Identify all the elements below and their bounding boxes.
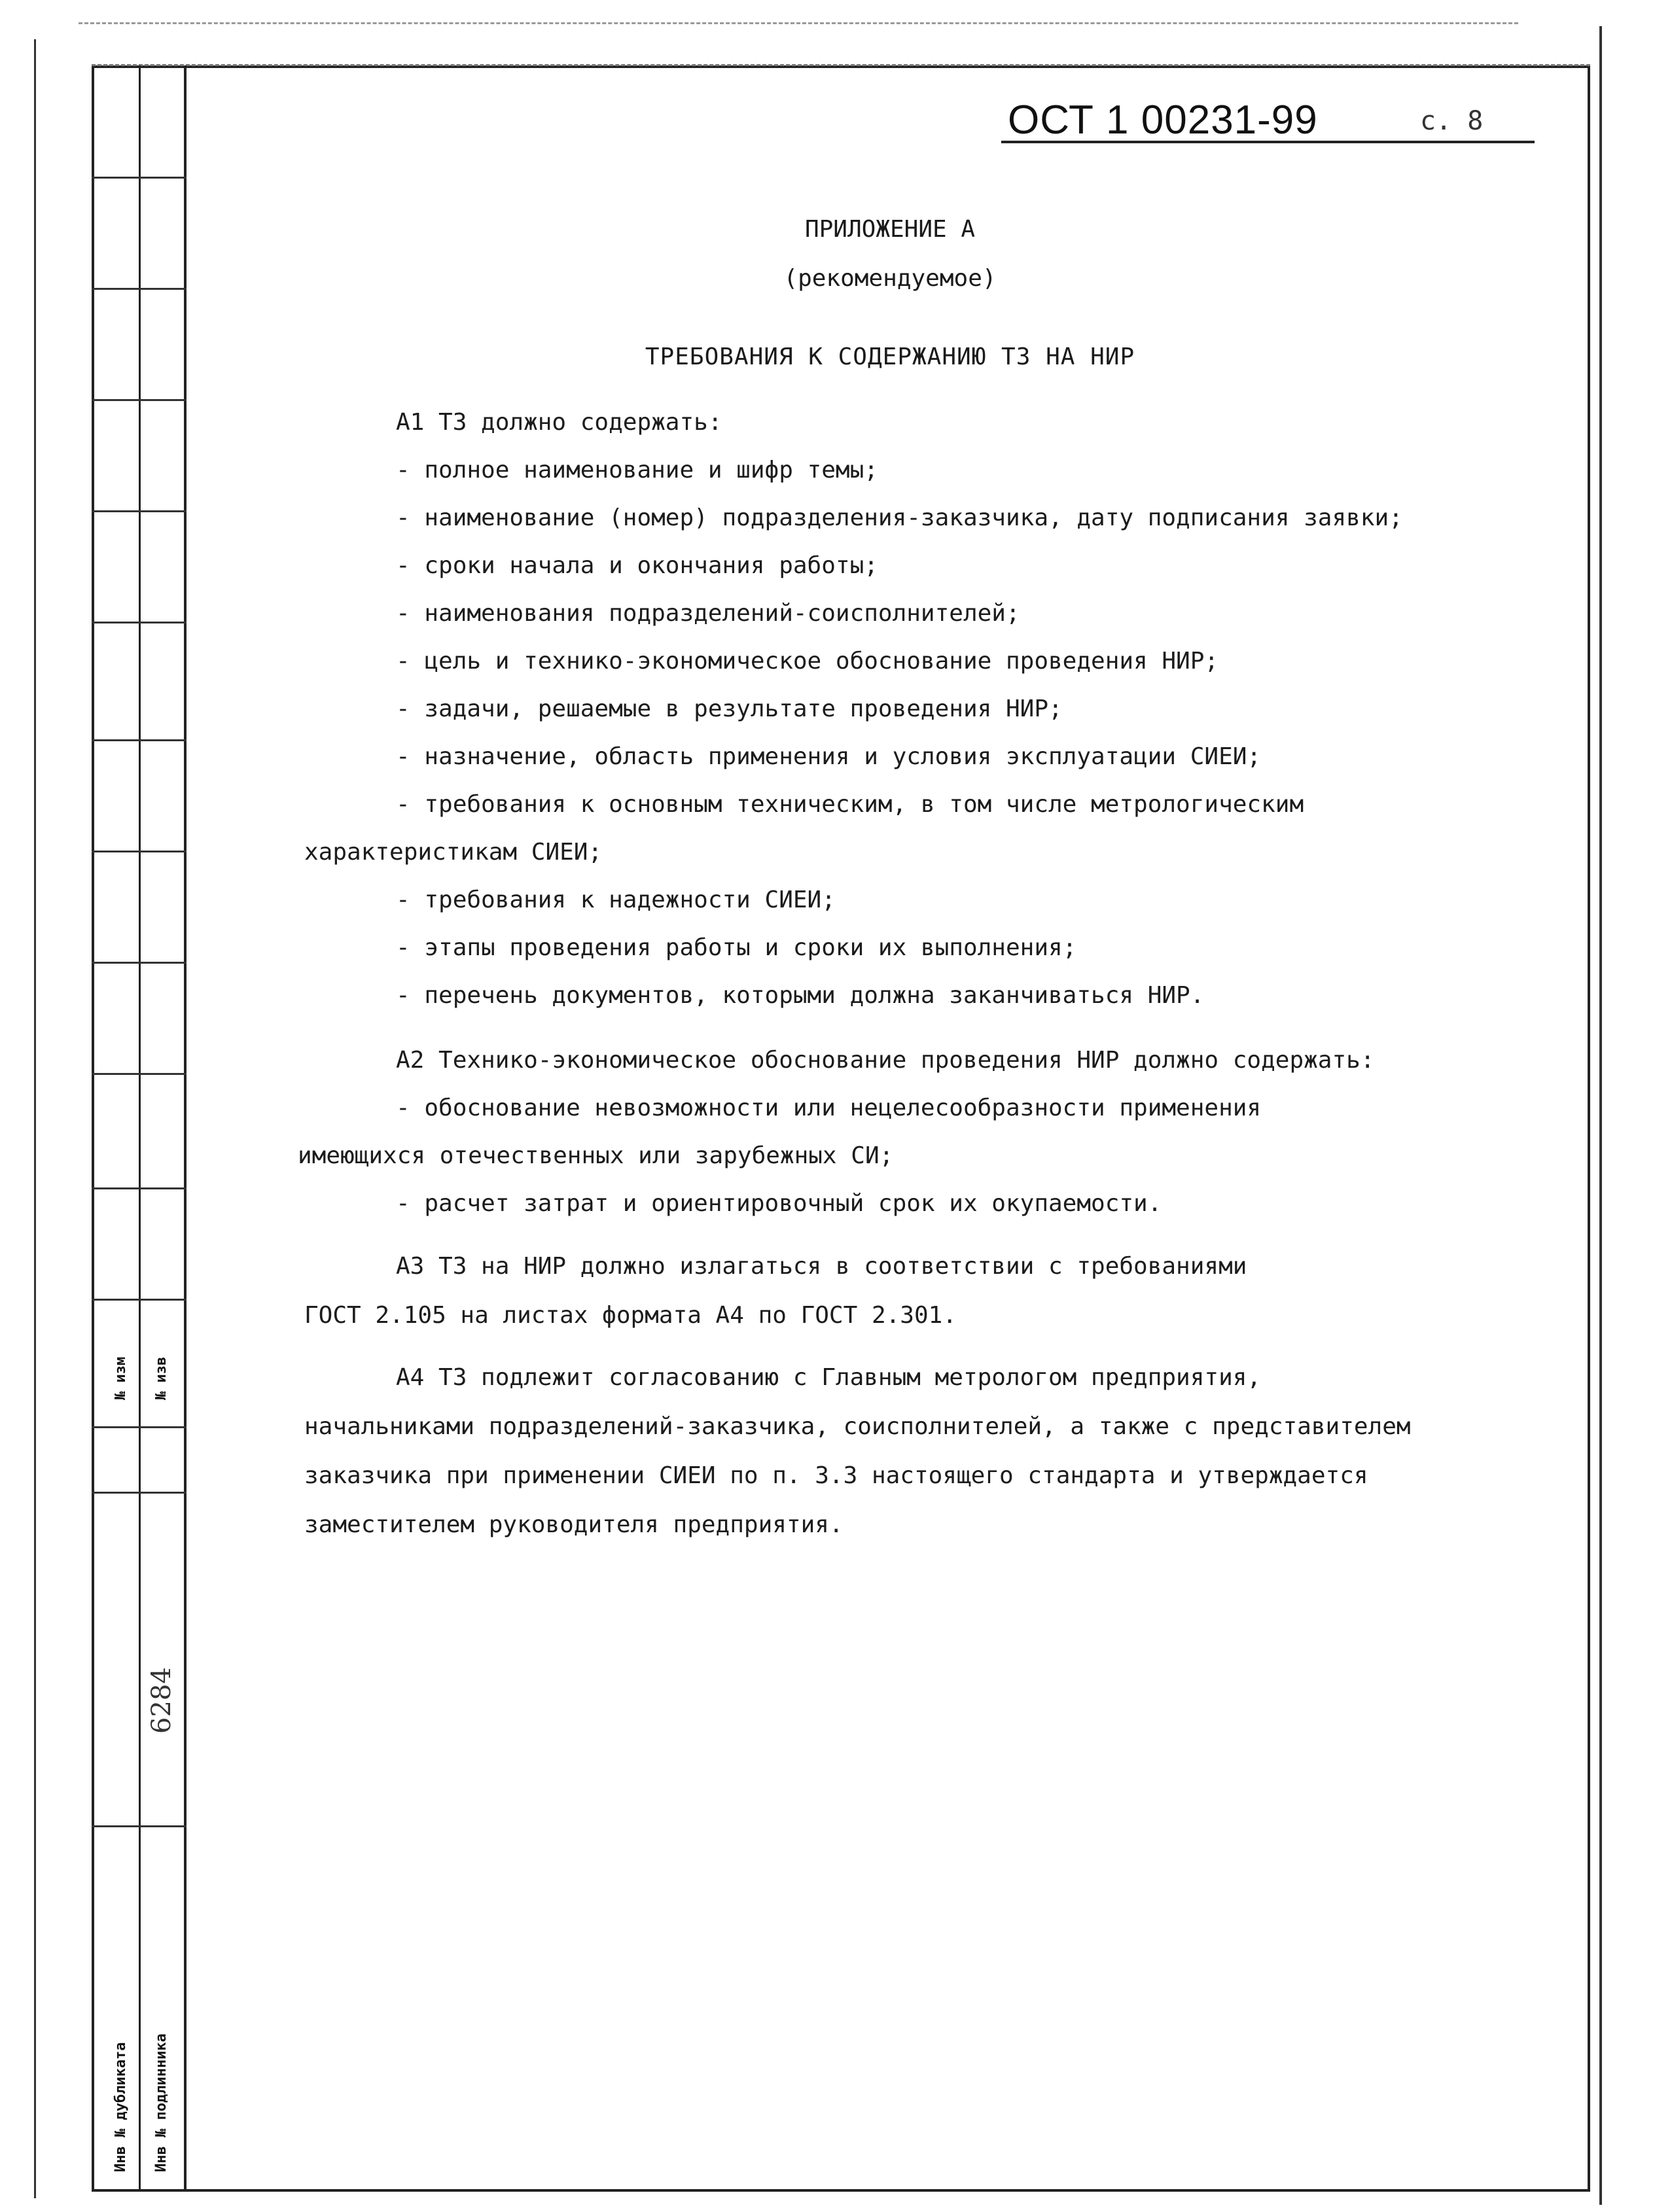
inventory-number: 6284 [147, 1667, 177, 1734]
text-line: заказчика при применении СИЕИ по п. 3.3 настоящего стандарта и утверждается [304, 1462, 1368, 1489]
frame-top-dash [92, 64, 1590, 66]
scan-left-border [34, 39, 36, 2198]
text-line: - сроки начала и окончания работы; [396, 552, 878, 579]
text-line: - полное наименование и шифр темы; [396, 457, 878, 483]
appendix-status: (рекомендуемое) [783, 265, 997, 292]
stamp-tick [92, 177, 187, 179]
document-code: ОСТ 1 00231-99 [1008, 97, 1318, 143]
text-line: - задачи, решаемые в результате проведения НИР; [396, 695, 1063, 722]
stamp-tick [92, 510, 187, 512]
stamp-tick [92, 1299, 187, 1301]
text-line: - цель и технико-экономическое обоснование проведения НИР; [396, 648, 1219, 675]
text-line: - этапы проведения работы и сроки их выполнения; [396, 934, 1077, 961]
text-line: - назначение, область применения и условия эксплуатации СИЕИ; [396, 743, 1262, 770]
stamp-tick [92, 288, 187, 290]
page-frame [92, 65, 1590, 2192]
duplicate-inventory-label: Инв № дубликата [113, 2042, 129, 2172]
header-underline [1001, 141, 1535, 143]
stamp-tick [92, 1426, 187, 1428]
margin-stamp-divider [139, 65, 141, 2192]
stamp-tick [92, 851, 187, 852]
stamp-tick [92, 1825, 187, 1827]
stamp-tick [92, 962, 187, 964]
original-inventory-label: Инв № подлинника [153, 2033, 169, 2172]
stamp-tick [92, 739, 187, 741]
text-line: имеющихся отечественных или зарубежных СИ; [298, 1142, 894, 1169]
text-line: начальниками подразделений-заказчика, соисполнителей, а также с представителем [304, 1413, 1411, 1440]
text-line: - расчет затрат и ориентировочный срок их окупаемости. [396, 1190, 1162, 1217]
text-line: - требования к основным техническим, в том числе метрологическим [396, 791, 1304, 818]
text-line: - наименования подразделений-соисполнителей; [396, 600, 1020, 627]
izv-label: № изв [153, 1356, 169, 1400]
text-line: - требования к надежности СИЕИ; [396, 887, 836, 913]
text-line: заместителем руководителя предприятия. [304, 1511, 844, 1538]
stamp-tick [92, 1187, 187, 1189]
text-line: А1 ТЗ должно содержать: [396, 409, 722, 436]
appendix-title: ПРИЛОЖЕНИЕ А [804, 216, 976, 243]
text-line: характеристикам СИЕИ; [304, 839, 603, 866]
text-line: А2 Технико-экономическое обоснование проведения НИР должно содержать: [396, 1047, 1375, 1074]
stamp-tick [92, 622, 187, 623]
text-line: ГОСТ 2.105 на листах формата А4 по ГОСТ 2.301. [304, 1302, 957, 1329]
text-line: - перечень документов, которыми должна заканчиваться НИР. [396, 982, 1205, 1009]
stamp-tick [92, 1073, 187, 1075]
scan-top-line [79, 22, 1518, 24]
text-line: - обоснование невозможности или нецелесообразности применения [396, 1095, 1262, 1121]
stamp-tick [92, 399, 187, 401]
stamp-tick [92, 1492, 187, 1494]
page-number: с. 8 [1420, 106, 1484, 136]
scan-right-border [1599, 26, 1602, 2205]
text-line: А3 ТЗ на НИР должно излагаться в соответствии с требованиями [396, 1253, 1247, 1280]
text-line: - наименование (номер) подразделения-заказчика, дату подписания заявки; [396, 504, 1403, 531]
izm-label: № изм [113, 1356, 129, 1400]
text-line: А4 ТЗ подлежит согласованию с Главным метрологом предприятия, [396, 1364, 1262, 1391]
section-heading: ТРЕБОВАНИЯ К СОДЕРЖАНИЮ ТЗ НА НИР [645, 343, 1135, 370]
